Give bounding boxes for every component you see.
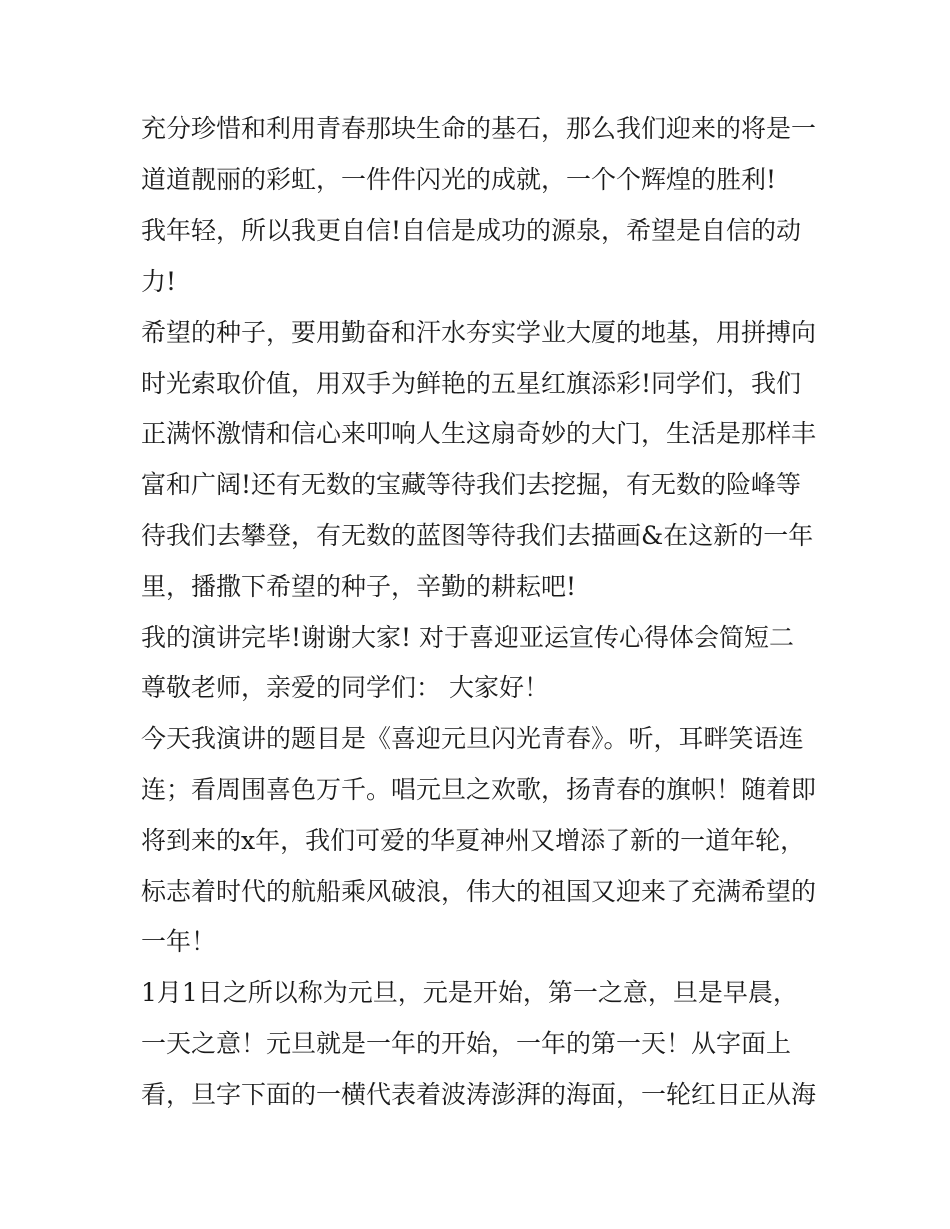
text-line: 尊敬老师，亲爱的同学们： 大家好！ (141, 673, 549, 702)
text-line: 今天我演讲的题目是《喜迎元旦闪光青春》。听，耳畔笑语连 (141, 724, 804, 753)
text-line: 我年轻，所以我更自信!自信是成功的源泉，希望是自信的动 (141, 216, 802, 245)
text-line: 力! (141, 267, 177, 296)
text-line: 将到来的x年，我们可爱的华夏神州又增添了新的一道年轮， (141, 826, 806, 855)
text-line: 看，旦字下面的一横代表着波涛澎湃的海面，一轮红日正从海 (141, 1080, 817, 1109)
text-line: 待我们去攀登，有无数的蓝图等待我们去描画&在这新的一年 (141, 521, 814, 550)
text-line: 充分珍惜和利用青春那块生命的基石，那么我们迎来的将是一 (141, 114, 817, 143)
text-line: 道道靓丽的彩虹，一件件闪光的成就，一个个辉煌的胜利! (141, 165, 777, 194)
text-line: 时光索取价值，用双手为鲜艳的五星红旗添彩!同学们，我们 (141, 369, 802, 398)
text-line: 正满怀激情和信心来叩响人生这扇奇妙的大门，生活是那样丰 (141, 419, 817, 448)
text-line: 连；看周围喜色万千。唱元旦之欢歌，扬青春的旗帜！随着即 (141, 775, 817, 804)
text-line: 我的演讲完毕!谢谢大家! 对于喜迎亚运宣传心得体会简短二 (141, 623, 795, 652)
text-line: 标志着时代的航船乘风破浪，伟大的祖国又迎来了充满希望的 (141, 877, 817, 906)
text-line: 1月1日之所以称为元旦，元是开始，第一之意，旦是早晨， (141, 978, 798, 1007)
text-line: 一天之意！元旦就是一年的开始，一年的第一天！从字面上 (141, 1029, 792, 1058)
text-line: 富和广阔!还有无数的宝藏等待我们去挖掘，有无数的险峰等 (141, 470, 802, 499)
text-line: 一年！ (141, 927, 217, 956)
text-line: 里，播撒下希望的种子，辛勤的耕耘吧! (141, 572, 577, 601)
text-line: 希望的种子，要用勤奋和汗水夯实学业大厦的地基，用拼搏向 (141, 318, 817, 347)
